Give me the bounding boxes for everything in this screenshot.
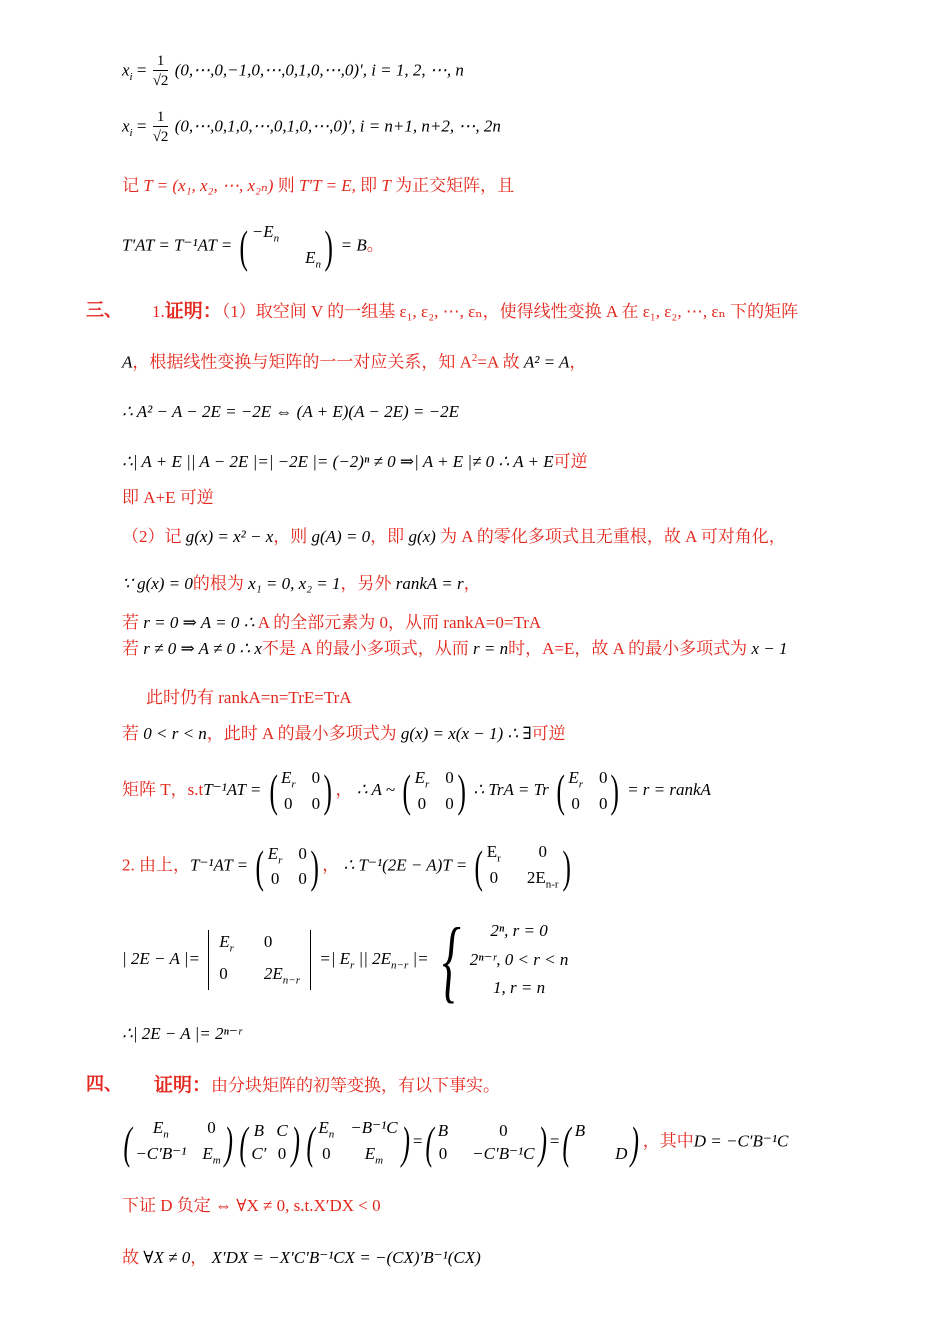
cases-list [470,921,569,998]
text: ， [463,574,481,593]
matrix-body [438,1121,535,1164]
section-number: 三、 [86,300,122,321]
matrix-Er-block [252,840,322,892]
section-three-conclusion [122,1024,242,1044]
math: ∴ A ~ [356,779,396,799]
matrix-m5 [559,1116,642,1168]
math: r = 0 ⇒ A = 0 ∴ [143,613,255,632]
text: 若 [122,639,139,658]
proof-label: 证明： [164,300,222,322]
math: || 2E [354,948,392,968]
fraction-one-over-root2 [153,52,169,91]
cases-brace [433,909,569,1011]
cell: 0 [298,869,307,889]
period: 。 [366,235,384,255]
fraction-one-over-root2 [153,108,169,147]
right-paren: ) [323,765,333,816]
text: 即 [360,176,378,195]
cell: 0 [489,867,499,887]
math: | 2E − A |= [122,948,200,968]
math: = r = rankA [627,779,711,799]
math: ∴| 2E − A |= 2ⁿ⁻ʳ [122,1024,242,1043]
sub: r [497,852,501,865]
math: ∴ T⁻¹(2E − A)T = [343,855,468,875]
math: |= [408,948,429,968]
cell: 0 [598,768,608,788]
text: 则 [277,176,295,195]
right-paren: ) [291,1116,300,1168]
section-three-line7 [122,574,481,594]
cell: 0 [445,768,454,788]
cell: E [364,1143,376,1163]
cell: E [219,932,230,952]
math: ∵ g(x) = 0 [122,574,193,593]
cell: 0 [322,1143,331,1163]
section-three-line8 [122,613,541,633]
math: D = −C′B⁻¹C [693,1131,789,1151]
matrix-body [568,768,607,814]
right-paren: ) [400,1116,410,1168]
vector-2: (0,⋯,0,1,0,⋯,0,1,0,⋯,0)′, i = n+1, n+2, ⋯, 2n [174,116,501,136]
sub: n [315,257,322,270]
section-three-line2 [122,352,586,373]
text: A 的全部元素为 0，从而 rankA=0=TrA [257,613,542,632]
text: 为 A 的零化多项式且无重根，故 A 可对角化， [440,527,786,546]
right-paren: ) [457,765,466,816]
cell: 0 [284,793,293,813]
sub-number: 1. [152,302,165,321]
sub: n-r [545,877,559,890]
matrix-body [251,1121,287,1164]
equation-TAT-B [122,222,384,271]
section-four-block-product [120,1118,788,1167]
matrix-m1 [120,1118,236,1167]
text: 为正交矩阵，且 [395,176,515,195]
right-paren: ) [610,765,620,816]
math: g(x) [408,527,436,546]
cell: −B⁻¹C [350,1118,398,1137]
frac-den: √2 [152,73,169,89]
left-paren: ( [474,840,484,892]
text: 即 A+E 可逆 [122,488,214,507]
left-paren: ( [556,765,565,816]
left-paren: ( [123,1116,132,1168]
sub: r [278,853,283,866]
cell: 0 [311,768,321,788]
sub-i: i [129,70,133,83]
math: A [122,352,133,372]
cell: 0 [298,843,307,863]
matrix-body [415,768,454,814]
sub: r [424,778,430,791]
det-body [219,932,300,987]
math: A² = A [523,352,570,372]
cell: 0 [538,842,547,861]
cell: 0 [263,932,273,952]
frac-num: 1 [153,52,169,71]
cell: 0 [445,793,454,813]
matrix-diag-En [236,222,336,271]
text: 下证 D 负定 ⇔ ∀X ≠ 0, s.t.X′DX < 0 [122,1196,381,1215]
case-item: 2ⁿ, r = 0 [490,921,548,941]
sub: n [328,1128,335,1141]
matrix-m4 [422,1116,549,1168]
matrix-body [268,844,307,890]
math: T′T = E, [298,176,356,195]
section-three-heading [86,300,122,322]
cell: E [267,843,279,863]
equals: = [549,1131,560,1151]
text: 可逆 [553,452,588,471]
text: （2）记 [122,527,182,546]
math: ∀X ≠ 0 [143,1248,191,1267]
section-four-intro [154,1074,500,1097]
matrix-body [281,768,320,814]
matrix-body [135,1118,220,1167]
math: x − 1 [751,639,788,658]
text: ， [322,855,340,875]
section-four-heading [86,1074,122,1096]
case-item: 1, r = n [492,978,546,998]
section-three-line9 [122,639,787,659]
sub: n−r [282,974,300,987]
cell: C [276,1121,288,1141]
sub: m [375,1153,384,1166]
right-paren: ) [324,220,333,272]
math: x₁ = 0, x₂ = 1 [248,574,341,593]
section-three-part2-line [122,842,574,891]
left-paren: ( [425,1116,435,1168]
math: = B [340,235,367,255]
cell: 0 [277,1143,287,1163]
text: ，即 [370,527,405,546]
sub: n−r [391,959,409,972]
text: 记 [122,176,139,195]
math: ∴| A + E || A − 2E |=| −2E |= (−2)ⁿ ≠ 0 ⇒| A + E |≠ 0 ∴ A + E [122,452,554,471]
section-three-line4 [122,452,588,472]
math: T [381,176,391,195]
cell: −C′B⁻¹ [135,1143,187,1163]
text: 由分块矩阵的初等变换，有以下事实。 [211,1076,501,1095]
frac-den: √2 [152,129,169,145]
section-three-line6 [122,527,786,547]
text: 2. 由上， [122,855,190,875]
left-paren: ( [306,1116,315,1168]
right-paren: ) [630,1116,640,1168]
proof-label: 证明： [154,1074,212,1096]
cell: 0 [598,793,608,813]
section-three-line11 [122,724,566,744]
cell: 0 [571,793,580,813]
text: ， [190,1248,208,1267]
cell: B [253,1121,265,1141]
right-paren: ) [224,1116,233,1168]
text: （1）取空间 V 的一组基 ε₁, ε₂, ⋯, εₙ，使得线性变换 A 在 ε₁, ε₂, ⋯, εₙ 下的矩阵 [221,302,799,321]
cell: E [152,1118,164,1137]
frac-num: 1 [153,108,169,127]
text: 故 [122,1248,139,1267]
text: ，其中 [642,1131,694,1151]
var-x: x [122,60,130,80]
section-three-line10 [146,688,352,708]
cell: E [202,1143,213,1163]
section-three-line1 [152,300,798,323]
section-three-line3 [122,402,459,422]
right-paren: ) [310,840,319,892]
cell: B [437,1121,449,1141]
sup: 2 [471,352,478,364]
math: X′DX = −X′C′B⁻¹CX = −(CX)′B⁻¹(CX) [211,1248,481,1267]
math: ∴ TrA = Tr [473,779,549,799]
text: ，根据线性变换与矩阵的一一对应关系，知 A [132,352,472,372]
text: 的根为 [192,574,244,593]
cell: E [305,247,316,267]
math: g(x) = x² − x [185,527,274,546]
equals: = [136,60,147,80]
math: T⁻¹AT = [190,855,249,875]
cell: 2E [526,867,546,887]
text: 可逆 [531,724,566,743]
cell: E [414,768,425,788]
sub: m [212,1153,221,1166]
cell: 0 [417,793,427,813]
text: ，此时 A 的最小多项式为 [206,724,397,743]
text: 若 [122,724,139,743]
math: ∴ A² − A − 2E = −2E ⇔ (A + E)(A − 2E) = −2E [122,402,460,421]
text: 若 [122,613,139,632]
matrix-Er-2En-r [471,842,573,891]
cell: 0 [270,869,280,889]
sub-i: i [129,126,133,139]
text: 此时仍有 rankA=n=TrE=TrA [146,688,352,707]
math: g(x) = x(x − 1) ∴ ∃ [400,724,532,743]
cell: B [574,1121,586,1141]
left-brace: { [442,909,461,1011]
left-paren: ( [402,765,412,816]
matrix-Er-block [266,765,336,816]
sub: r [291,778,296,791]
cell: 0 [499,1121,508,1141]
equation-xi-2 [122,108,501,147]
matrix-body [318,1118,397,1167]
text: =A 故 [477,352,520,372]
cell: C′ [251,1143,267,1163]
right-paren: ) [537,1116,547,1168]
cell: −C′B⁻¹C [472,1143,535,1163]
cell: 2E [263,964,283,983]
left-paren: ( [562,1116,572,1168]
matrix-m3 [303,1118,413,1167]
matrix-body [487,842,559,891]
left-paren: ( [239,1116,248,1168]
text: ，另外 [340,574,392,593]
cell: −E [251,222,274,241]
math: rankA = r [395,574,464,593]
section-four-last [122,1248,481,1268]
text: ， [569,352,587,372]
cell: 0 [311,793,321,813]
sub: r [350,959,355,972]
matrix-Er-block [553,765,623,816]
cell: 0 [207,1118,216,1137]
section-number: 四、 [86,1074,122,1095]
math: T′AT = T⁻¹AT = [122,235,233,255]
math: =| E [319,948,351,968]
case-item: 2ⁿ⁻ʳ, 0 < r < n [469,949,569,969]
math: r ≠ 0 ⇒ A ≠ 0 ∴ x [143,639,262,658]
cell: D [615,1143,628,1163]
section-three-line12 [122,765,711,816]
determinant-block [208,930,311,989]
vector-1: (0,⋯,0,−1,0,⋯,0,1,0,⋯,0)′, i = 1, 2, ⋯, n [174,60,464,80]
cell: E [280,768,292,788]
cell: E [486,842,498,861]
section-three-line5 [122,488,214,508]
sub: r [578,778,583,791]
cell: E [318,1118,329,1137]
note-T-orthogonal [122,176,514,196]
var-x: x [122,116,130,136]
math: r = n [473,639,509,658]
cell: 0 [438,1143,448,1163]
cell: 0 [219,964,228,983]
matrix-body [252,222,321,271]
text: 不是 A 的最小多项式，从而 [261,639,469,658]
equals: = [412,1131,423,1151]
matrix-body [575,1121,628,1164]
section-three-determinant [122,909,569,1011]
sub: n [163,1128,169,1141]
left-paren: ( [239,220,249,272]
right-paren: ) [562,840,571,892]
cell: E [568,768,579,788]
text: ，则 [273,527,308,546]
sub: n [273,232,280,245]
text: ， [335,779,353,799]
left-paren: ( [255,840,265,892]
text: 矩阵 T，s.t [122,779,204,799]
matrix-Er-block [399,765,469,816]
text: 时，A=E，故 A 的最小多项式为 [508,639,748,658]
equals: = [136,116,147,136]
equation-xi-1 [122,52,464,91]
matrix-m2 [236,1116,303,1168]
left-paren: ( [269,765,278,816]
math: 0 < r < n [143,724,207,743]
sub: r [229,942,234,955]
section-four-negdef [122,1196,381,1216]
math: T⁻¹AT = [203,779,262,799]
math: g(A) = 0 [311,527,371,546]
math: T = (x₁, x₂, ⋯, x₂ₙ) [143,176,274,195]
